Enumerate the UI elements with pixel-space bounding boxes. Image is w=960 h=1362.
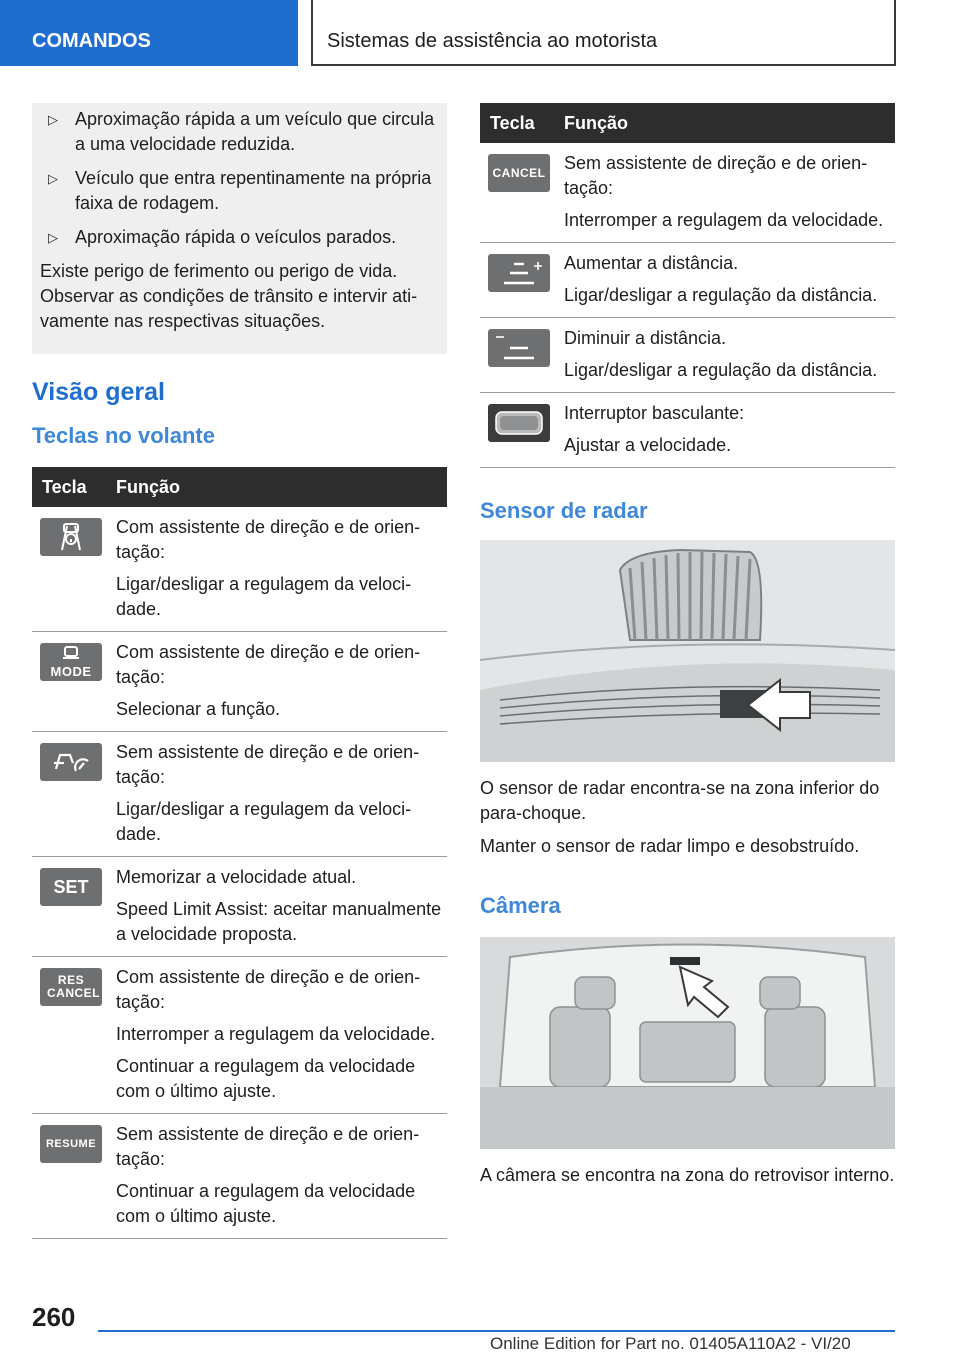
warning-text: Existe perigo de ferimento ou perigo de vida. Observar as condições de trânsito e intervir ativamente nas respectivas situações. [40,261,418,331]
warning-bullet: ▷ Aproximação rápida o veículos parados. [40,225,439,250]
distance-increase-icon [488,254,550,292]
triangle-bullet-icon: ▷ [48,230,58,245]
steering-keys-table [32,467,447,1239]
column-header-key: Tecla [480,103,556,143]
steering-keys-subtitle: Teclas no volante [32,423,215,448]
radar-text-2: Manter o sensor de radar limpo e desobstruído. [480,836,860,856]
radar-sensor-image [480,540,895,762]
warning-list [40,107,439,250]
set-button-icon: SET [40,868,102,906]
footer-rule [98,1330,895,1332]
table-row: MODE Com assistente de direção e de orientação: Selecionar a função. [32,632,447,732]
table-row: Aumentar a distância. Ligar/desligar a regulação da distância. [480,243,895,318]
page-header [0,0,960,66]
column-header-function: Função [108,467,447,507]
overview-title: Visão geral [32,378,165,406]
right-column [480,103,895,1188]
page-number: 260 [32,1302,76,1332]
res-cancel-button-icon: RES CANCEL [40,968,102,1006]
camera-title: Câmera [480,893,561,918]
warning-box [32,103,447,354]
cruise-control-icon [40,743,102,781]
table-row: Com assistente de direção e de orientação: Ligar/desligar a regulagem da velocidade. [32,507,447,632]
table-row: Interruptor basculante: Ajustar a velocidade. [480,393,895,468]
column-header-key: Tecla [32,467,108,507]
mode-button-icon: MODE [40,643,102,681]
steering-keys-table-continued [480,103,895,468]
table-row: RES CANCEL Com assistente de direção e de orientação: Interromper a regulagem da velocidade. Continuar a regulagem da velocidade com o último ajuste. [32,957,447,1114]
radar-sensor-title: Sensor de radar [480,498,648,523]
radar-text-1: O sensor de radar encontra-se na zona inferior do para-choque. [480,778,880,823]
resume-button-icon: RESUME [40,1125,102,1163]
section-tab[interactable]: COMANDOS [0,0,298,66]
camera-text: A câmera se encontra na zona do retrovisor interno. [480,1165,895,1185]
table-row: Diminuir a distância. Ligar/desligar a regulação da distância. [480,318,895,393]
steering-assist-icon [40,518,102,556]
camera-image [480,937,895,1149]
table-row: CANCEL Sem assistente de direção e de orientação: Interromper a regulagem da velocidade. [480,143,895,243]
triangle-bullet-icon: ▷ [48,171,58,186]
warning-bullet: ▷ Aproximação rápida a um veículo que circula a uma velocidade reduzida. [48,109,435,154]
warning-bullet: ▷ Veículo que entra repentinamente na própria faixa de rodagem. [48,168,432,213]
table-row: SET Memorizar a velocidade atual. Speed Limit Assist: aceitar manualmente a velocidade proposta. [32,857,447,957]
rocker-switch-icon [488,404,550,442]
cancel-button-icon: CANCEL [488,154,550,192]
chapter-title: Sistemas de assistência ao motorista [311,0,896,66]
left-column [32,103,447,1239]
column-header-function: Função [556,103,895,143]
table-row: Sem assistente de direção e de orientação: Ligar/desligar a regulagem da velocidade. [32,732,447,857]
triangle-bullet-icon: ▷ [48,112,58,127]
edition-text: Online Edition for Part no. 01405A110A2 - VI/20 [490,1334,851,1353]
table-row: RESUME Sem assistente de direção e de orientação: Continuar a regulagem da velocidade com o último ajuste. [32,1114,447,1239]
distance-decrease-icon [488,329,550,367]
